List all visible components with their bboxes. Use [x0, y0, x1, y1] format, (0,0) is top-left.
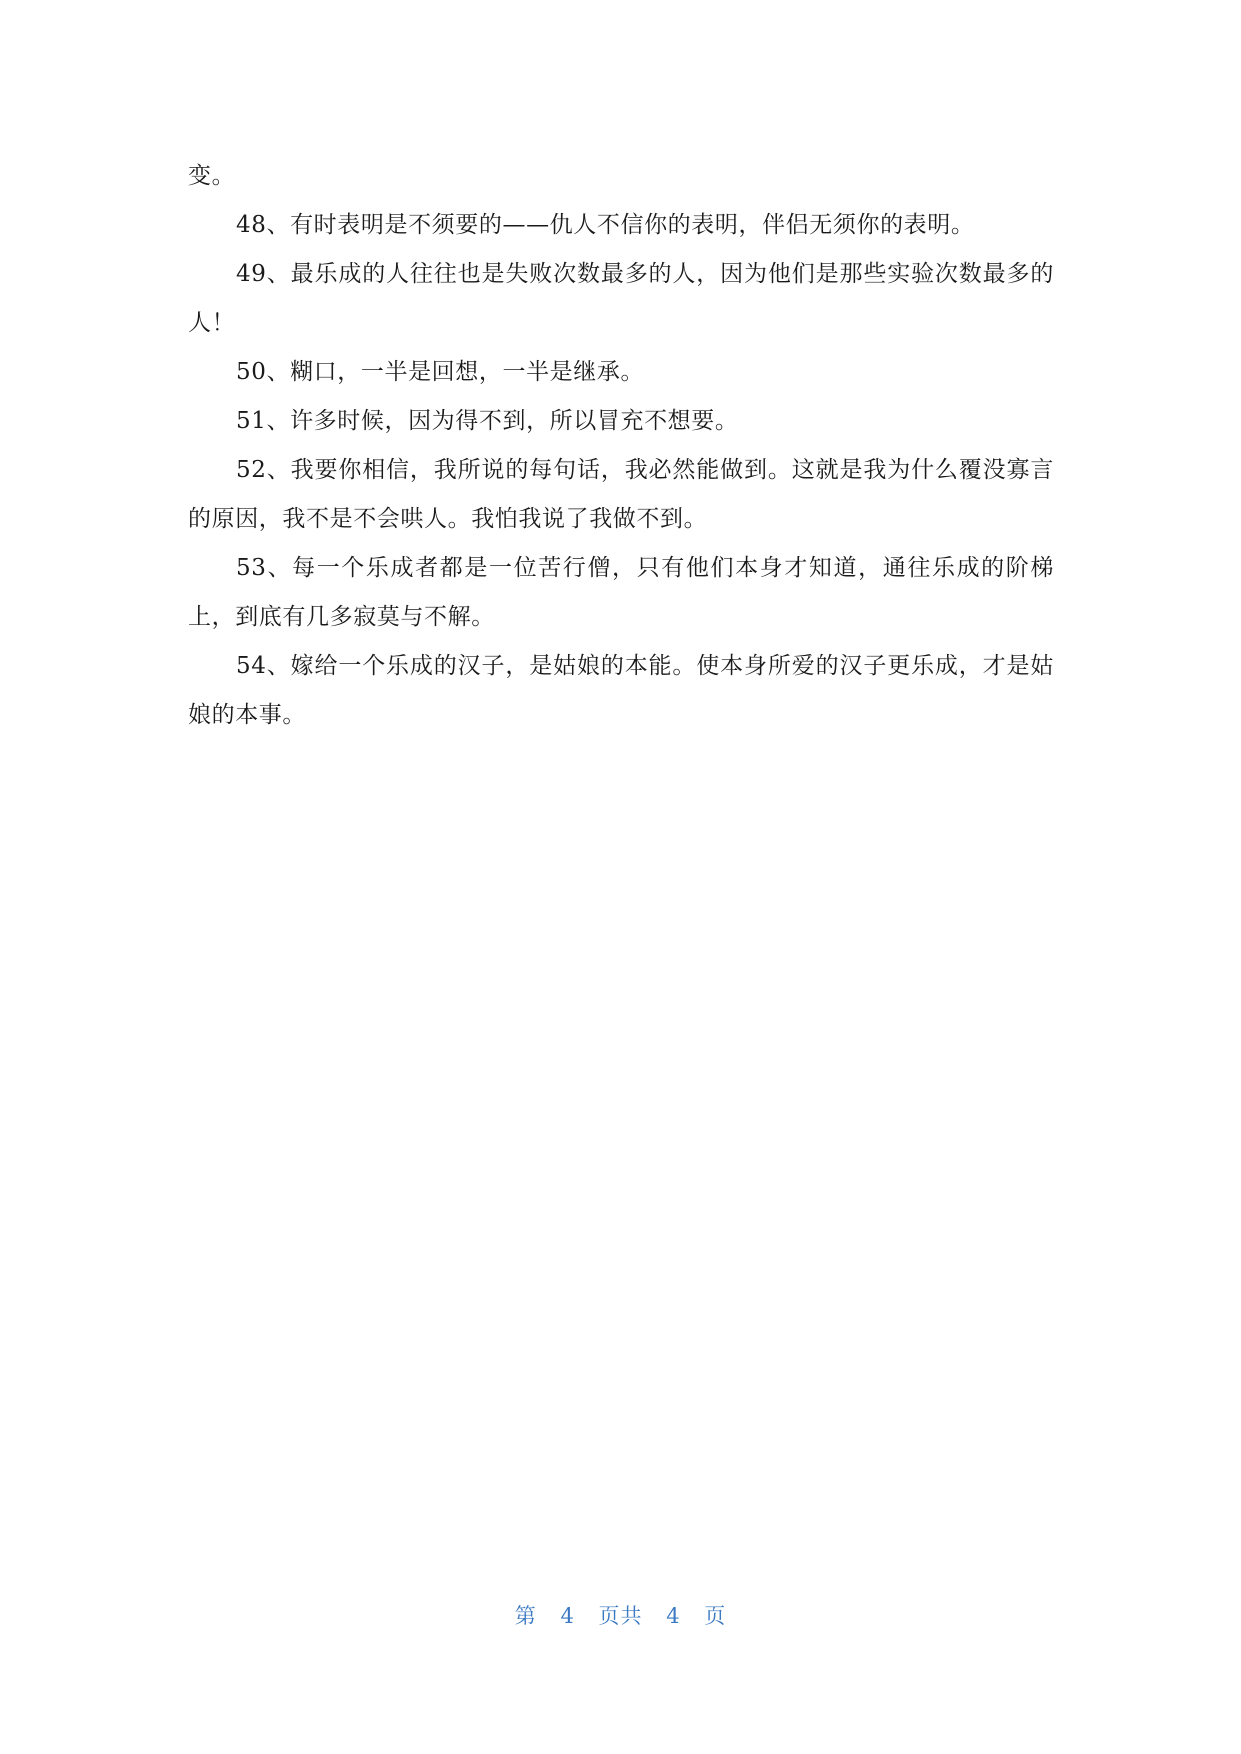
paragraph-item-52: 52、我要你相信，我所说的每句话，我必然能做到。这就是我为什么覆没寡言的原因，我不是不会哄人。我怕我说了我做不到。	[188, 457, 1054, 532]
paragraph-item-54: 54、嫁给一个乐成的汉子，是姑娘的本能。使本身所爱的汉子更乐成，才是姑娘的本事。	[188, 653, 1054, 728]
paragraph-continuation: 变。	[188, 163, 236, 189]
paragraph-item-50: 50、糊口，一半是回想，一半是继承。	[236, 359, 645, 385]
paragraph-item-53: 53、每一个乐成者都是一位苦行僧，只有他们本身才知道，通往乐成的阶梯上，到底有几多寂莫与不解。	[188, 555, 1054, 630]
paragraph-item-48: 48、有时表明是不须要的——仇人不信你的表明，伴侣无须你的表明。	[236, 212, 975, 238]
footer-total-pages: 4	[666, 1604, 681, 1628]
document-body	[188, 152, 1054, 740]
paragraph-item-49: 49、最乐成的人往往也是失败次数最多的人，因为他们是那些实验次数最多的人！	[188, 261, 1054, 336]
footer-suffix: 页	[704, 1604, 727, 1628]
footer-prefix: 第	[514, 1604, 537, 1628]
footer-middle: 页共	[598, 1604, 643, 1628]
footer-current-page: 4	[560, 1604, 575, 1628]
page-number-footer	[0, 1600, 1241, 1630]
paragraph-item-51: 51、许多时候，因为得不到，所以冒充不想要。	[236, 408, 739, 434]
